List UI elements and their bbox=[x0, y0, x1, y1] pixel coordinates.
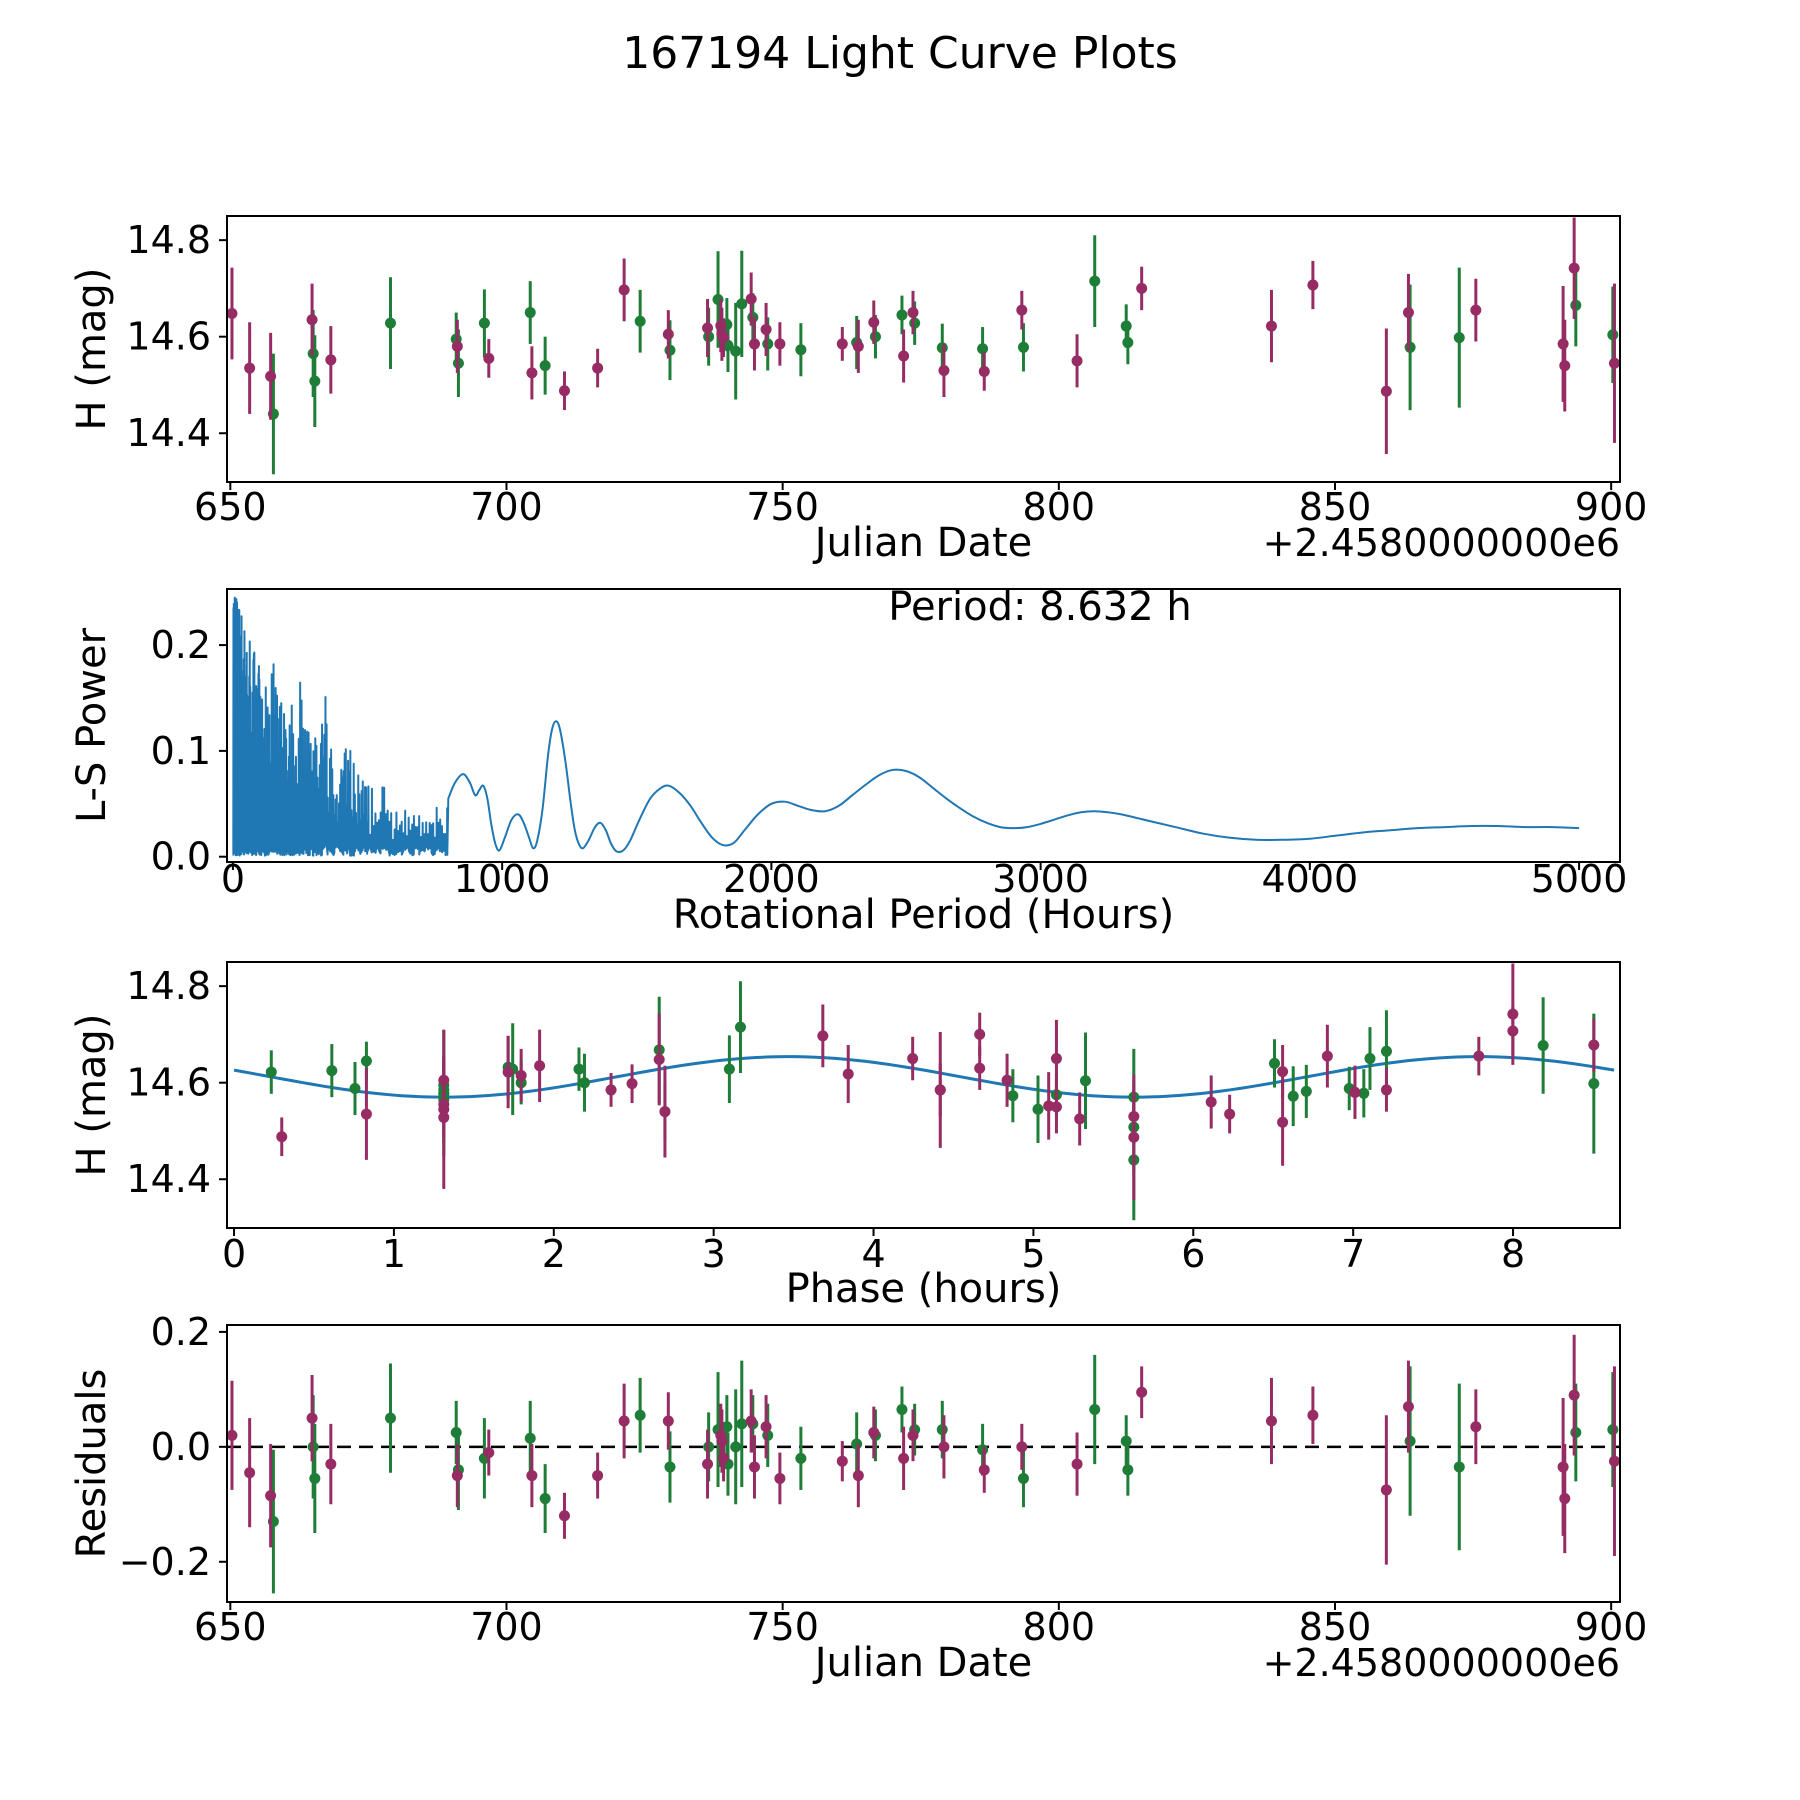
panel-lightcurve-xtick-label: 800 bbox=[1022, 485, 1096, 529]
panel-periodogram-xtick-label: 0 bbox=[220, 857, 246, 901]
data-point bbox=[724, 1064, 735, 1075]
data-point bbox=[1007, 1090, 1018, 1101]
data-point bbox=[795, 344, 806, 355]
data-point bbox=[761, 1421, 772, 1432]
data-point bbox=[663, 329, 674, 340]
data-point bbox=[938, 365, 949, 376]
panel-phase-ytick-label: 14.6 bbox=[126, 1060, 211, 1105]
data-point bbox=[534, 1060, 545, 1071]
data-point bbox=[907, 1053, 918, 1064]
panel-periodogram-xtick-label: 3000 bbox=[992, 857, 1089, 901]
data-point bbox=[1588, 1040, 1599, 1051]
data-point bbox=[451, 1427, 462, 1438]
data-point bbox=[619, 1415, 630, 1426]
data-point bbox=[1269, 1058, 1280, 1069]
data-point bbox=[1570, 300, 1581, 311]
data-point bbox=[1016, 305, 1027, 316]
data-point bbox=[309, 376, 320, 387]
data-point bbox=[774, 338, 785, 349]
data-point bbox=[525, 307, 536, 318]
data-point bbox=[244, 363, 255, 374]
data-point bbox=[266, 1067, 277, 1078]
panel-phase-xtick-label: 7 bbox=[1341, 1232, 1366, 1276]
data-point bbox=[635, 1410, 646, 1421]
data-point bbox=[1121, 321, 1132, 332]
data-point bbox=[1403, 307, 1414, 318]
data-point bbox=[1224, 1109, 1235, 1120]
panel-phase-spines bbox=[227, 962, 1620, 1228]
period-annotation: Period: 8.632 h bbox=[888, 584, 1192, 630]
panel-phase-plot-area bbox=[234, 963, 1614, 1220]
panel-residuals-xlabel: Julian Date bbox=[814, 1640, 1033, 1686]
data-point bbox=[837, 1456, 848, 1467]
data-point bbox=[663, 1415, 674, 1426]
data-point bbox=[1569, 1390, 1580, 1401]
data-point bbox=[1266, 1415, 1277, 1426]
data-point bbox=[1018, 1473, 1029, 1484]
data-point bbox=[1507, 1009, 1518, 1020]
data-point bbox=[746, 1415, 757, 1426]
data-point bbox=[540, 360, 551, 371]
panel-periodogram-xtick-label: 1000 bbox=[453, 857, 551, 901]
data-point bbox=[1002, 1075, 1013, 1086]
data-point bbox=[1307, 1410, 1318, 1421]
panel-residuals bbox=[69, 1310, 1647, 1686]
data-point bbox=[1381, 1084, 1392, 1095]
data-point bbox=[1364, 1053, 1375, 1064]
data-point bbox=[526, 367, 537, 378]
panel-residuals-xtick-label: 750 bbox=[746, 1605, 819, 1649]
data-point bbox=[503, 1067, 514, 1078]
data-point bbox=[1558, 1461, 1569, 1472]
data-point bbox=[307, 1413, 318, 1424]
data-point bbox=[1121, 1436, 1132, 1447]
data-point bbox=[483, 1447, 494, 1458]
data-point bbox=[540, 1493, 551, 1504]
data-point bbox=[979, 1464, 990, 1475]
panel-periodogram-xlabel: Rotational Period (Hours) bbox=[672, 892, 1175, 938]
data-point bbox=[853, 341, 864, 352]
panel-residuals-ylabel: Residuals bbox=[69, 1368, 115, 1559]
panel-residuals-ytick-label: −0.2 bbox=[118, 1539, 211, 1584]
data-point bbox=[1558, 338, 1569, 349]
panel-phase-ytick-label: 14.4 bbox=[126, 1157, 211, 1202]
data-point bbox=[908, 1430, 919, 1441]
data-point bbox=[896, 1404, 907, 1415]
panel-lightcurve-xtick-label: 850 bbox=[1298, 485, 1372, 529]
data-point bbox=[619, 284, 630, 295]
data-point bbox=[1381, 1046, 1392, 1057]
data-point bbox=[635, 316, 646, 327]
data-point bbox=[326, 1065, 337, 1076]
data-point bbox=[438, 1104, 449, 1115]
data-point bbox=[385, 1413, 396, 1424]
data-point bbox=[1074, 1113, 1085, 1124]
data-point bbox=[385, 318, 396, 329]
data-point bbox=[1609, 358, 1620, 369]
panel-phase-xlabel: Phase (hours) bbox=[785, 1266, 1062, 1312]
data-point bbox=[1032, 1104, 1043, 1115]
data-point bbox=[749, 1461, 760, 1472]
data-point bbox=[1381, 1484, 1392, 1495]
panel-phase-xtick-label: 3 bbox=[701, 1232, 726, 1276]
data-point bbox=[736, 1418, 747, 1429]
data-point bbox=[935, 1084, 946, 1095]
data-point bbox=[1136, 283, 1147, 294]
data-point bbox=[592, 1470, 603, 1481]
data-point bbox=[898, 351, 909, 362]
panel-phase-xtick-label: 8 bbox=[1500, 1232, 1526, 1276]
panel-periodogram-xtick-label: 5000 bbox=[1530, 857, 1628, 901]
figure-title: 167194 Light Curve Plots bbox=[622, 28, 1178, 79]
panel-periodogram-plot-area bbox=[233, 598, 1579, 856]
data-point bbox=[1206, 1097, 1217, 1108]
data-point bbox=[1136, 1387, 1147, 1398]
panel-residuals-xtick-label: 800 bbox=[1022, 1605, 1096, 1649]
panel-phase-xtick-label: 2 bbox=[541, 1232, 566, 1276]
data-point bbox=[1051, 1101, 1062, 1112]
panel-lightcurve-xtick-label: 650 bbox=[194, 485, 267, 529]
data-point bbox=[309, 1473, 320, 1484]
data-point bbox=[525, 1433, 536, 1444]
data-point bbox=[265, 371, 276, 382]
panel-periodogram-ytick-label: 0.0 bbox=[150, 834, 211, 879]
data-point bbox=[795, 1453, 806, 1464]
data-point bbox=[1381, 386, 1392, 397]
data-point bbox=[307, 314, 318, 325]
data-point bbox=[579, 1077, 590, 1088]
data-point bbox=[592, 363, 603, 374]
data-point bbox=[1405, 1436, 1416, 1447]
data-point bbox=[1288, 1091, 1299, 1102]
data-point bbox=[526, 1470, 537, 1481]
data-point bbox=[716, 1436, 727, 1447]
data-point bbox=[735, 1022, 746, 1033]
data-point bbox=[1588, 1078, 1599, 1089]
data-point bbox=[1569, 263, 1580, 274]
panel-periodogram bbox=[69, 584, 1627, 938]
data-point bbox=[483, 353, 494, 364]
data-point bbox=[853, 1470, 864, 1481]
panel-residuals-ytick-label: 0.0 bbox=[150, 1424, 211, 1469]
data-point bbox=[937, 1424, 948, 1435]
data-point bbox=[1072, 1459, 1083, 1470]
data-point bbox=[851, 1438, 862, 1449]
data-point bbox=[1277, 1117, 1288, 1128]
data-point bbox=[747, 312, 758, 323]
data-point bbox=[749, 338, 760, 349]
data-point bbox=[479, 318, 490, 329]
data-point bbox=[736, 298, 747, 309]
panel-residuals-xtick-label: 650 bbox=[194, 1605, 267, 1649]
data-point bbox=[1403, 1401, 1414, 1412]
data-point bbox=[1301, 1086, 1312, 1097]
panel-phase-xtick-label: 0 bbox=[221, 1232, 247, 1276]
panel-lightcurve-ytick-label: 14.6 bbox=[126, 314, 211, 359]
data-point bbox=[1322, 1051, 1333, 1062]
panel-residuals-axis-offset-text: +2.4580000000e6 bbox=[1262, 1641, 1620, 1685]
data-point bbox=[868, 1427, 879, 1438]
data-point bbox=[1473, 1051, 1484, 1062]
data-point bbox=[909, 318, 920, 329]
data-point bbox=[325, 1459, 336, 1470]
data-point bbox=[702, 323, 713, 334]
panel-lightcurve-xlabel: Julian Date bbox=[814, 520, 1033, 566]
panel-phase-xtick-label: 1 bbox=[381, 1232, 407, 1276]
data-point bbox=[1470, 305, 1481, 316]
data-point bbox=[1349, 1087, 1360, 1098]
data-point bbox=[938, 1441, 949, 1452]
panel-lightcurve-xtick-label: 900 bbox=[1574, 485, 1648, 529]
panel-lightcurve-axis-offset-text: +2.4580000000e6 bbox=[1262, 521, 1620, 565]
panel-periodogram-ytick-label: 0.2 bbox=[150, 623, 211, 668]
data-point bbox=[1559, 360, 1570, 371]
panel-phase bbox=[69, 962, 1620, 1312]
panel-residuals-xtick-label: 850 bbox=[1298, 1605, 1372, 1649]
data-point bbox=[1609, 1456, 1620, 1467]
data-point bbox=[746, 294, 757, 305]
data-point bbox=[1122, 1464, 1133, 1475]
data-point bbox=[730, 346, 741, 357]
data-point bbox=[977, 1444, 988, 1455]
data-point bbox=[937, 342, 948, 353]
data-point bbox=[730, 1441, 741, 1452]
data-point bbox=[1405, 342, 1416, 353]
panel-residuals-ytick-label: 0.2 bbox=[150, 1309, 211, 1354]
data-point bbox=[1454, 1461, 1465, 1472]
data-point bbox=[573, 1064, 584, 1075]
panel-phase-xtick-label: 4 bbox=[861, 1232, 886, 1276]
panel-residuals-xtick-label: 900 bbox=[1574, 1605, 1648, 1649]
series-green-points bbox=[266, 981, 1600, 1220]
data-point bbox=[1018, 342, 1029, 353]
panel-phase-xtick-label: 5 bbox=[1021, 1232, 1046, 1276]
data-point bbox=[265, 1490, 276, 1501]
data-point bbox=[664, 1461, 675, 1472]
data-point bbox=[1122, 337, 1133, 348]
data-point bbox=[908, 307, 919, 318]
data-point bbox=[1470, 1421, 1481, 1432]
data-point bbox=[1128, 1132, 1139, 1143]
panel-lightcurve-xtick-label: 700 bbox=[470, 485, 543, 529]
panel-residuals-xtick-label: 700 bbox=[470, 1605, 543, 1649]
data-point bbox=[1266, 321, 1277, 332]
panel-periodogram-ylabel: L-S Power bbox=[69, 627, 115, 824]
panel-lightcurve-ytick-label: 14.4 bbox=[126, 411, 211, 456]
data-point bbox=[979, 366, 990, 377]
data-point bbox=[1016, 1441, 1027, 1452]
panel-residuals-plot-area bbox=[226, 1335, 1620, 1594]
data-point bbox=[361, 1109, 372, 1120]
data-point bbox=[452, 341, 463, 352]
panel-phase-ytick-label: 14.8 bbox=[126, 964, 211, 1009]
data-point bbox=[559, 1510, 570, 1521]
data-point bbox=[761, 324, 772, 335]
data-point bbox=[1607, 329, 1618, 340]
data-point bbox=[559, 385, 570, 396]
panel-lightcurve-plot-area bbox=[226, 217, 1620, 474]
data-point bbox=[762, 338, 773, 349]
panel-periodogram-xtick-label: 2000 bbox=[723, 857, 820, 901]
data-point bbox=[817, 1030, 828, 1041]
panel-lightcurve-ytick-label: 14.8 bbox=[126, 218, 211, 263]
data-point bbox=[868, 317, 879, 328]
data-point bbox=[843, 1069, 854, 1080]
data-point bbox=[1538, 1040, 1549, 1051]
data-point bbox=[898, 1453, 909, 1464]
data-point bbox=[659, 1106, 670, 1117]
data-point bbox=[1089, 276, 1100, 287]
data-point bbox=[627, 1078, 638, 1089]
panel-lightcurve-ylabel: H (mag) bbox=[69, 267, 115, 431]
data-point bbox=[1307, 280, 1318, 291]
data-point bbox=[1454, 332, 1465, 343]
data-point bbox=[664, 345, 675, 356]
data-point bbox=[1277, 1066, 1288, 1077]
data-point bbox=[1072, 355, 1083, 366]
data-point bbox=[1570, 1427, 1581, 1438]
data-point bbox=[974, 1063, 985, 1074]
series-purple-points bbox=[276, 963, 1599, 1200]
data-point bbox=[276, 1131, 287, 1142]
data-point bbox=[361, 1055, 372, 1066]
data-point bbox=[974, 1029, 985, 1040]
data-point bbox=[870, 331, 881, 342]
data-point bbox=[896, 309, 907, 320]
data-point bbox=[654, 1054, 665, 1065]
data-point bbox=[774, 1473, 785, 1484]
data-point bbox=[718, 1453, 729, 1464]
data-point bbox=[452, 1470, 463, 1481]
panel-phase-ylabel: H (mag) bbox=[69, 1013, 115, 1177]
data-point bbox=[349, 1083, 360, 1094]
data-point bbox=[226, 1430, 237, 1441]
data-point bbox=[516, 1070, 527, 1081]
data-point bbox=[718, 332, 729, 343]
panel-periodogram-xtick-label: 4000 bbox=[1261, 857, 1359, 901]
data-point bbox=[226, 308, 237, 319]
data-point bbox=[1559, 1493, 1570, 1504]
data-point bbox=[606, 1084, 617, 1095]
data-point bbox=[1607, 1424, 1618, 1435]
data-point bbox=[325, 354, 336, 365]
data-point bbox=[837, 338, 848, 349]
panel-periodogram-ytick-label: 0.1 bbox=[150, 728, 211, 773]
panel-lightcurve-xtick-label: 750 bbox=[746, 485, 819, 529]
panel-phase-xtick-label: 6 bbox=[1181, 1232, 1206, 1276]
data-point bbox=[1089, 1404, 1100, 1415]
data-point bbox=[1080, 1075, 1091, 1086]
data-point bbox=[1051, 1053, 1062, 1064]
data-point bbox=[702, 1459, 713, 1470]
data-point bbox=[244, 1467, 255, 1478]
data-point bbox=[977, 343, 988, 354]
panel-lightcurve bbox=[69, 216, 1647, 566]
periodogram-line bbox=[233, 598, 1579, 856]
